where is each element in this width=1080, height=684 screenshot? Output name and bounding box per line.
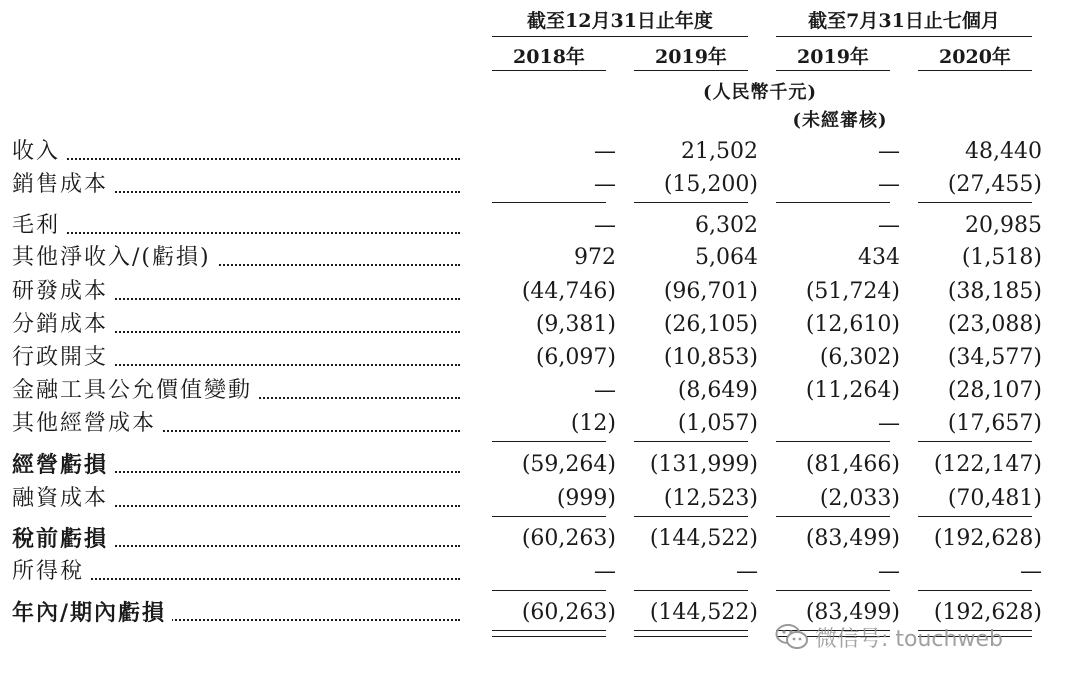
total-double-rule-bottom <box>634 636 748 637</box>
table-cell: (144,522) <box>649 600 758 625</box>
year-rule-3 <box>776 70 890 71</box>
watermark <box>775 622 1075 652</box>
table-cell: — <box>878 139 900 164</box>
table-cell: (70,481) <box>947 486 1042 511</box>
table-cell: (192,628) <box>933 526 1042 551</box>
row-label-text: 其他經營成本 <box>12 411 162 436</box>
table-cell: 6,302 <box>695 213 758 238</box>
subtotal-rule <box>634 441 748 442</box>
row-label <box>12 376 460 406</box>
table-cell: (81,466) <box>805 452 900 477</box>
table-cell: 21,502 <box>681 139 758 164</box>
table-cell: — <box>594 172 616 197</box>
row-label <box>12 484 460 514</box>
table-cell: 20,985 <box>965 213 1042 238</box>
table-cell: (9,381) <box>535 312 616 337</box>
subtotal-rule <box>776 441 890 442</box>
table-cell: (83,499) <box>805 600 900 625</box>
row-label <box>12 450 460 480</box>
table-cell: 5,064 <box>695 245 758 270</box>
watermark-text: 微信号: touchweb <box>815 626 1003 652</box>
row-label <box>12 409 460 439</box>
row-label <box>12 137 460 167</box>
row-label <box>12 243 460 273</box>
row-label-text: 毛利 <box>12 213 66 238</box>
row-label <box>12 524 460 554</box>
header-group-seven-months: 截至7月31日止七個月 <box>808 10 1000 32</box>
subtotal-rule <box>492 441 606 442</box>
table-cell: (1,518) <box>961 245 1042 270</box>
table-cell: (96,701) <box>663 279 758 304</box>
subtotal-rule <box>918 202 1032 203</box>
table-cell: (27,455) <box>947 172 1042 197</box>
table-cell: — <box>878 213 900 238</box>
subtotal-rule <box>634 516 748 517</box>
subtotal-rule <box>492 516 606 517</box>
table-cell: — <box>594 213 616 238</box>
row-label <box>12 343 460 373</box>
table-cell: (10,853) <box>663 345 758 370</box>
group-rule-2 <box>776 36 1032 37</box>
table-cell: — <box>736 559 758 584</box>
year-rule-1 <box>492 70 606 71</box>
total-double-rule-top <box>492 630 606 631</box>
row-label-text: 稅前虧損 <box>12 526 114 552</box>
table-cell: (6,097) <box>535 345 616 370</box>
row-label <box>12 277 460 307</box>
table-cell: (60,263) <box>521 600 616 625</box>
table-cell: (131,999) <box>649 452 758 477</box>
table-cell: (83,499) <box>805 526 900 551</box>
row-label <box>12 598 460 628</box>
row-label <box>12 211 460 241</box>
table-cell: (1,057) <box>677 411 758 436</box>
group-rule-1 <box>492 36 748 37</box>
subtotal-rule <box>918 441 1032 442</box>
table-cell: — <box>878 559 900 584</box>
table-cell: (12,523) <box>663 486 758 511</box>
row-label-text: 經營虧損 <box>12 452 114 478</box>
table-cell: (12) <box>570 411 616 436</box>
row-label-text: 收入 <box>12 139 66 164</box>
table-cell: (28,107) <box>947 378 1042 403</box>
header-group-year-ended: 截至12月31日止年度 <box>527 10 713 32</box>
subtotal-rule <box>776 202 890 203</box>
table-cell: (38,185) <box>947 279 1042 304</box>
row-label-text: 金融工具公允價值變動 <box>12 378 258 403</box>
table-cell: — <box>878 172 900 197</box>
table-cell: (59,264) <box>521 452 616 477</box>
table-cell: (6,302) <box>819 345 900 370</box>
table-cell: (144,522) <box>649 526 758 551</box>
table-cell: — <box>594 139 616 164</box>
table-cell: (60,263) <box>521 526 616 551</box>
table-cell: — <box>1020 559 1042 584</box>
row-label-text: 行政開支 <box>12 345 114 370</box>
row-label-text: 年內/期內虧損 <box>12 600 172 626</box>
year-header-3: 2019年 <box>797 46 869 68</box>
table-cell: — <box>594 378 616 403</box>
wechat-icon <box>775 623 809 651</box>
row-label-text: 其他淨收入/(虧損) <box>12 245 217 270</box>
table-cell: (8,649) <box>677 378 758 403</box>
table-cell: (15,200) <box>663 172 758 197</box>
row-label-text: 所得稅 <box>12 559 90 584</box>
table-cell: (192,628) <box>933 600 1042 625</box>
subtotal-rule <box>634 590 748 591</box>
table-cell: (12,610) <box>805 312 900 337</box>
table-cell: (34,577) <box>947 345 1042 370</box>
table-cell: — <box>878 411 900 436</box>
table-cell: (11,264) <box>805 378 900 403</box>
table-cell: (51,724) <box>805 279 900 304</box>
table-cell: (122,147) <box>933 452 1042 477</box>
unit-note: (人民幣千元) <box>702 82 818 103</box>
row-label <box>12 170 460 200</box>
row-label-text: 銷售成本 <box>12 172 114 197</box>
year-rule-4 <box>918 70 1032 71</box>
subtotal-rule <box>918 516 1032 517</box>
table-cell: (23,088) <box>947 312 1042 337</box>
table-cell: (2,033) <box>819 486 900 511</box>
row-label-text: 融資成本 <box>12 486 114 511</box>
year-header-2: 2019年 <box>655 46 727 68</box>
year-header-4: 2020年 <box>939 46 1011 68</box>
row-label-text: 研發成本 <box>12 279 114 304</box>
subtotal-rule <box>634 202 748 203</box>
year-header-1: 2018年 <box>513 46 585 68</box>
subtotal-rule <box>492 590 606 591</box>
subtotal-rule <box>776 516 890 517</box>
table-cell: (999) <box>556 486 616 511</box>
subtotal-rule <box>918 590 1032 591</box>
table-cell: 434 <box>858 245 900 270</box>
table-cell: 972 <box>574 245 616 270</box>
table-cell: (17,657) <box>947 411 1042 436</box>
row-label <box>12 310 460 340</box>
row-label-text: 分銷成本 <box>12 312 114 337</box>
subtotal-rule <box>776 590 890 591</box>
total-double-rule-top <box>634 630 748 631</box>
table-cell: (44,746) <box>521 279 616 304</box>
year-rule-2 <box>634 70 748 71</box>
row-label <box>12 557 460 587</box>
subtotal-rule <box>492 202 606 203</box>
table-cell: — <box>594 559 616 584</box>
unaudited-note: (未經審核) <box>792 110 888 131</box>
table-cell: (26,105) <box>663 312 758 337</box>
total-double-rule-bottom <box>492 636 606 637</box>
table-cell: 48,440 <box>965 139 1042 164</box>
